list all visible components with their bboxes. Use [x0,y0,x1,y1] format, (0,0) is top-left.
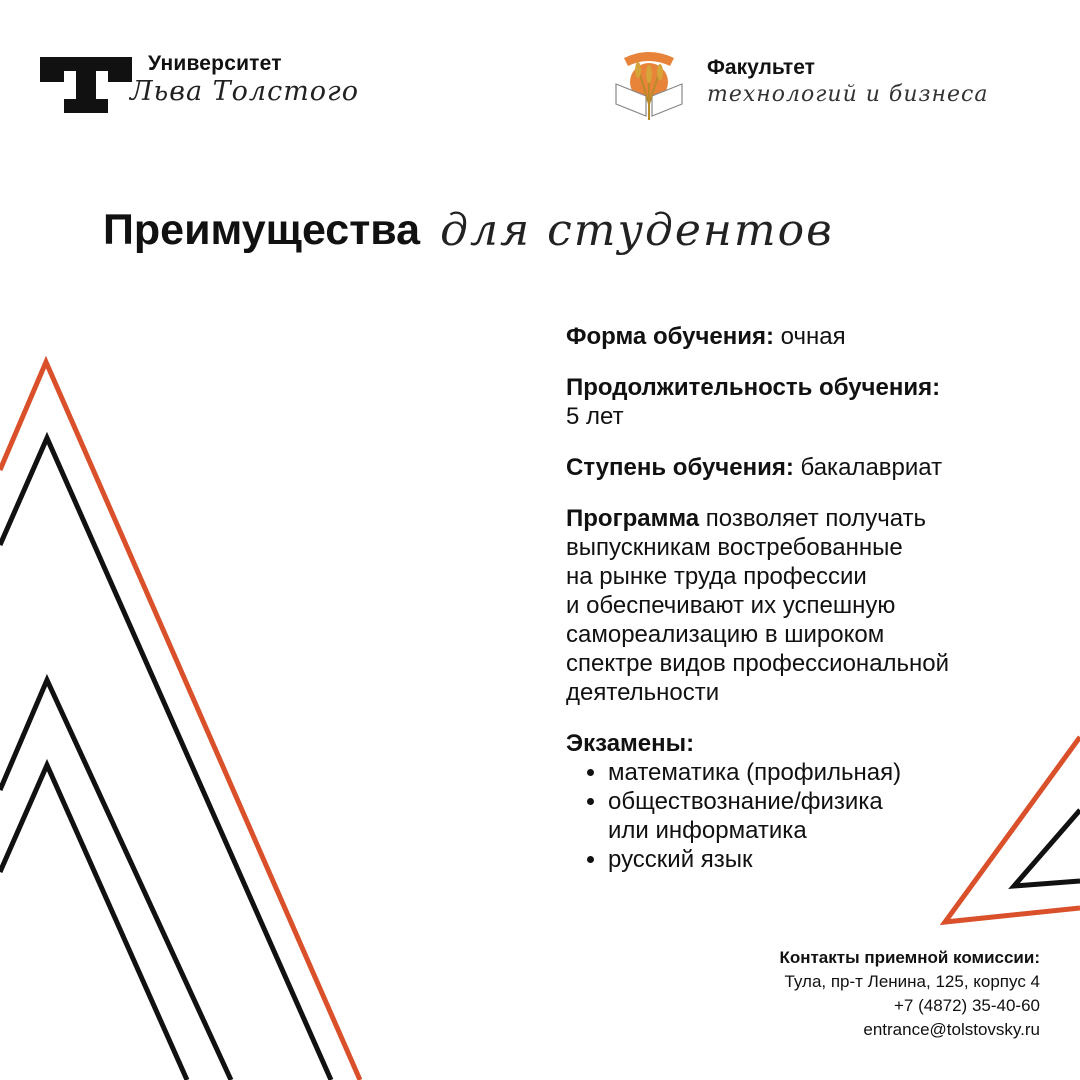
faculty-logo [610,44,1050,126]
program-line: спектре видов профессиональной [566,650,950,677]
program-line: деятельности [566,679,720,706]
contacts-phone: +7 (4872) 35-40-60 [893,996,1040,1015]
faculty-name: Факультет [707,56,815,79]
program-line: на рынке труда профессии [566,563,867,590]
title-script: для студентов [440,205,834,256]
exam-item-text: математика (профильная) [608,759,902,786]
page-title [103,205,834,256]
duration-label: Продолжительность обучения: [566,374,941,401]
level-label: Ступень обучения: [566,454,794,481]
program-info [566,322,1046,874]
duration-row [566,373,1046,431]
exams-section [566,729,1046,874]
faculty-emblem-icon [610,44,688,124]
contacts-title: Контакты приемной комиссии: [779,948,1040,967]
exam-item [608,787,1046,845]
exam-item-text: русский язык [608,846,753,873]
university-name: Университет [148,52,282,75]
exam-item [608,845,1046,874]
university-logo [40,52,390,116]
contacts-address: Тула, пр-т Ленина, 125, корпус 4 [784,972,1040,991]
program-label: Программа [566,505,700,532]
contacts-email: entrance@tolstovsky.ru [863,1020,1040,1039]
form-row [566,322,1046,351]
program-line: самореализацию в широком [566,621,885,648]
program-description [566,504,1046,707]
black-peak-left-2 [0,680,231,1080]
faculty-script-name: технологий и бизнеса [707,82,989,107]
university-script-name: Льва Толстого [130,76,359,107]
university-t-mark-icon [40,57,132,113]
form-label: Форма обучения: [566,323,774,350]
exam-item-text: обществознание/физика [608,788,883,815]
contacts-block [779,946,1040,1042]
exams-label: Экзамены: [566,730,695,757]
program-line: и обеспечивают их успешную [566,592,896,619]
program-line: позволяет получать [705,505,927,532]
exams-list [566,758,1046,874]
level-value: бакалавриат [800,454,943,481]
exam-item [608,758,1046,787]
program-line: выпускникам востребованные [566,534,903,561]
level-row [566,453,1046,482]
black-peak-left-1 [0,438,331,1080]
duration-value: 5 лет [566,403,624,430]
title-bold: Преимущества [103,206,421,254]
exam-item-text: или информатика [608,817,807,844]
form-value: очная [780,323,846,350]
